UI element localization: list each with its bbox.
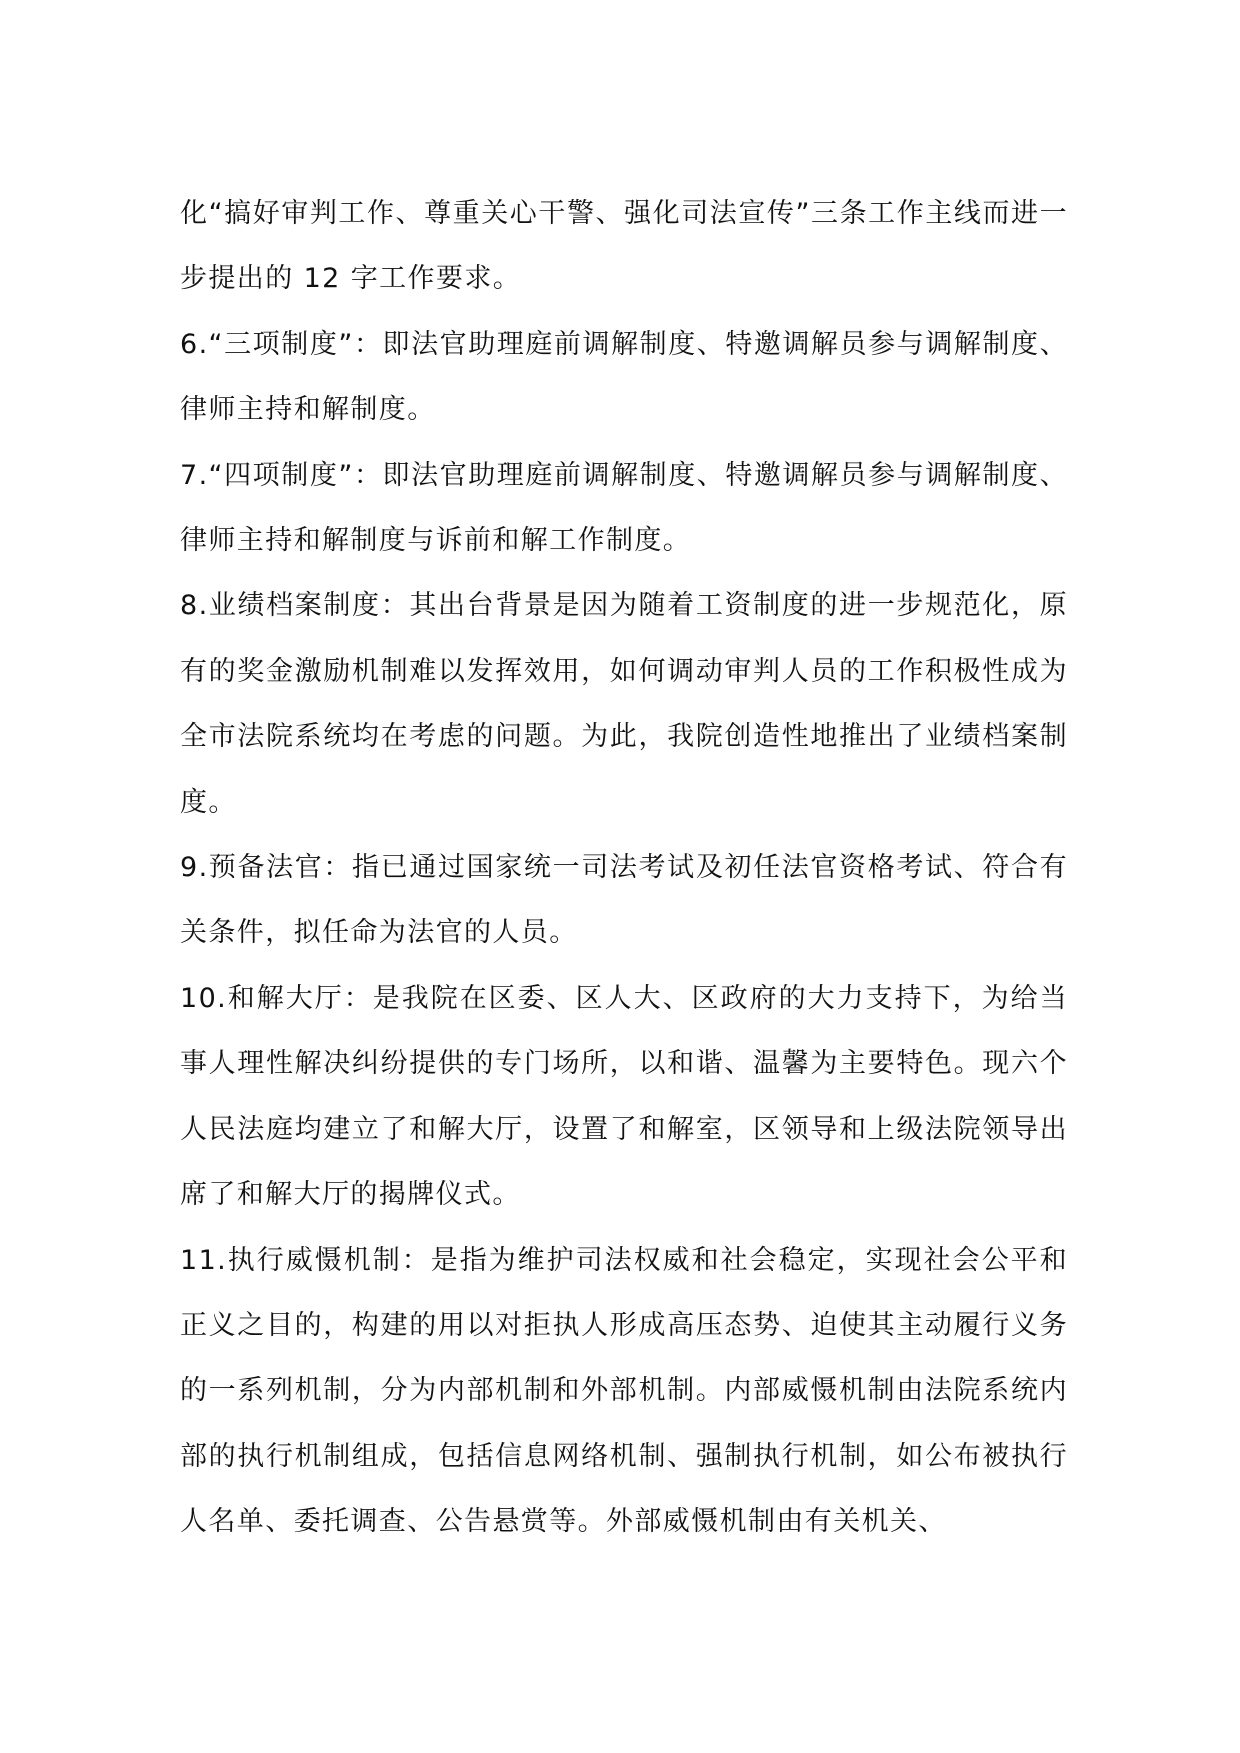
paragraph-item-7: 7.“四项制度”：即法官助理庭前调解制度、特邀调解员参与调解制度、律师主持和解制度与诉前和解工作制度。 — [180, 459, 1068, 557]
paragraph-item-10: 10.和解大厅：是我院在区委、区人大、区政府的大力支持下，为给当事人理性解决纠纷提供的专门场所，以和谐、温馨为主要特色。现六个人民法庭均建立了和解大厅，设置了和解室，区领导和上级法院领导出席了和解大厅的揭牌仪式。 — [180, 982, 1068, 1211]
paragraph-item-8: 8.业绩档案制度：其出台背景是因为随着工资制度的进一步规范化，原有的奖金激励机制难以发挥效用，如何调动审判人员的工作积极性成为全市法院系统均在考虑的问题。为此，我院创造性地推出了业绩档案制度。 — [180, 590, 1068, 818]
paragraph-item-9: 9.预备法官：指已通过国家统一司法考试及初任法官资格考试、符合有关条件，拟任命为法官的人员。 — [180, 852, 1068, 949]
paragraph-item-6: 6.“三项制度”：即法官助理庭前调解制度、特邀调解员参与调解制度、律师主持和解制度。 — [180, 328, 1068, 426]
paragraph-item-11: 11.执行威慑机制：是指为维护司法权威和社会稳定，实现社会公平和正义之目的，构建的用以对拒执人形成高压态势、迫使其主动履行义务的一系列机制，分为内部机制和外部机制。内部威慑机制由法院系统内部的执行机制组成，包括信息网络机制、强制执行机制，如公布被执行人名单、委托调查、公告悬赏等。外部威慑机制由有关机关、 — [180, 1244, 1068, 1538]
paragraph-continuation: 化“搞好审判工作、尊重关心干警、强化司法宣传”三条工作主线而进一步提出的 12 字工作要求。 — [180, 198, 1068, 295]
document-body — [180, 181, 1068, 1555]
